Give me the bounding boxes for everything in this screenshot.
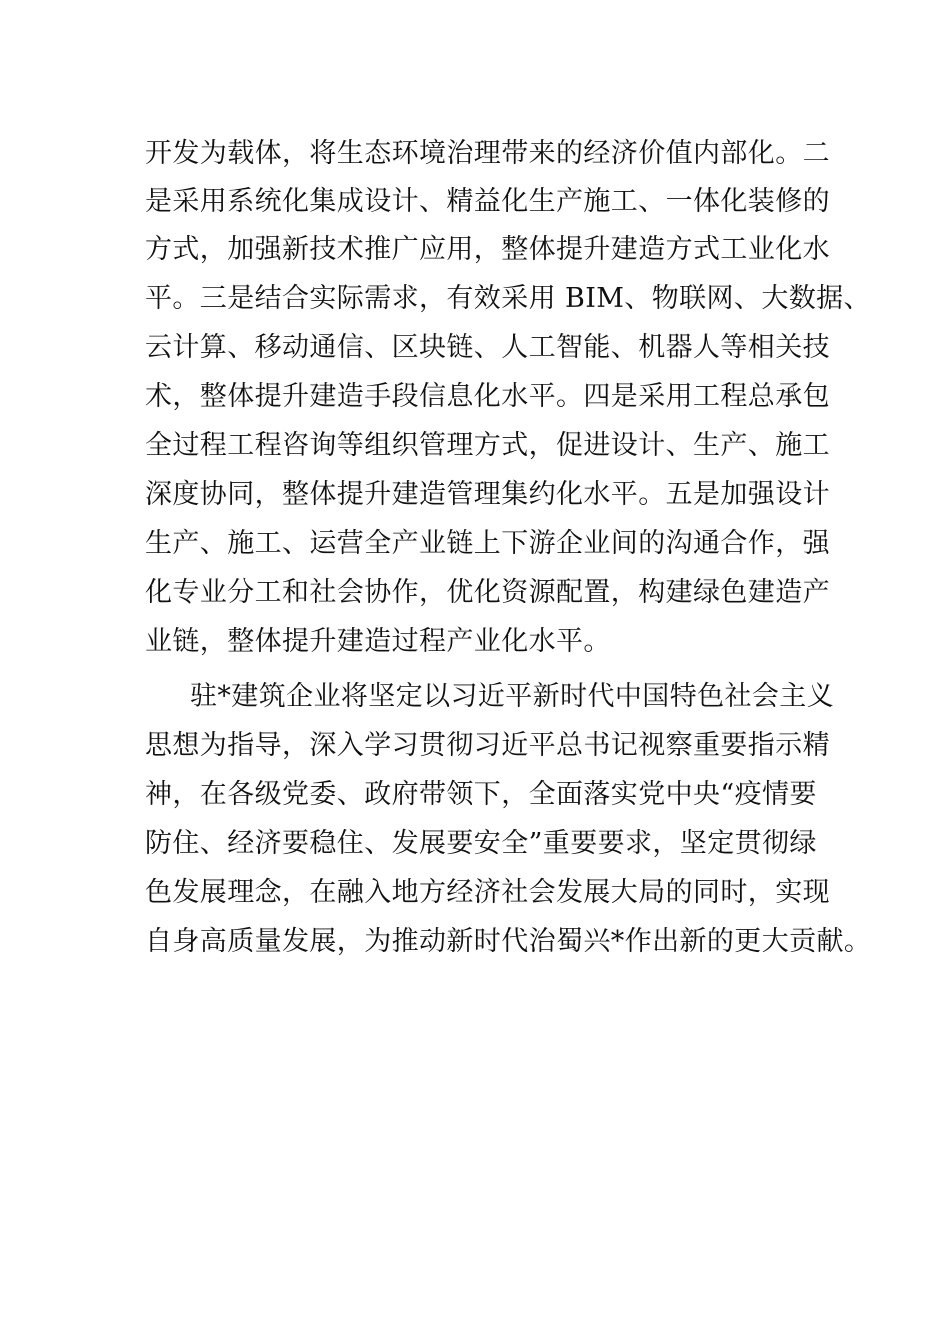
text-line: 术，整体提升建造手段信息化水平。四是采用工程总承包: [145, 381, 830, 412]
text-line: 平。三是结合实际需求，有效采用 BIM、物联网、大数据、: [145, 283, 871, 314]
text-line: 驻*建筑企业将坚定以习近平新时代中国特色社会主义: [190, 681, 835, 712]
text-line: 防住、经济要稳住、发展要安全”重要要求，坚定贯彻绿: [145, 828, 817, 859]
text-line: 化专业分工和社会协作，优化资源配置，构建绿色建造产: [145, 577, 830, 608]
text-line: 深度协同，整体提升建造管理集约化水平。五是加强设计: [145, 479, 830, 510]
text-line: 云计算、移动通信、区块链、人工智能、机器人等相关技: [145, 332, 830, 363]
text-line: 开发为载体，将生态环境治理带来的经济价值内部化。二: [145, 138, 830, 169]
text-line: 色发展理念，在融入地方经济社会发展大局的同时，实现: [145, 877, 830, 908]
text-line: 方式，加强新技术推广应用，整体提升建造方式工业化水: [145, 234, 830, 265]
text-line: 生产、施工、运营全产业链上下游企业间的沟通合作，强: [145, 528, 830, 559]
text-line: 神，在各级党委、政府带领下，全面落实党中央“疫情要: [145, 779, 817, 810]
text-line: 是采用系统化集成设计、精益化生产施工、一体化装修的: [145, 186, 830, 217]
text-line: 思想为指导，深入学习贯彻习近平总书记视察重要指示精: [145, 730, 830, 761]
text-line: 业链，整体提升建造过程产业化水平。: [145, 626, 611, 657]
text-line: 自身高质量发展，为推动新时代治蜀兴*作出新的更大贡献。: [145, 926, 872, 957]
text-line: 全过程工程咨询等组织管理方式，促进设计、生产、施工: [145, 430, 830, 461]
